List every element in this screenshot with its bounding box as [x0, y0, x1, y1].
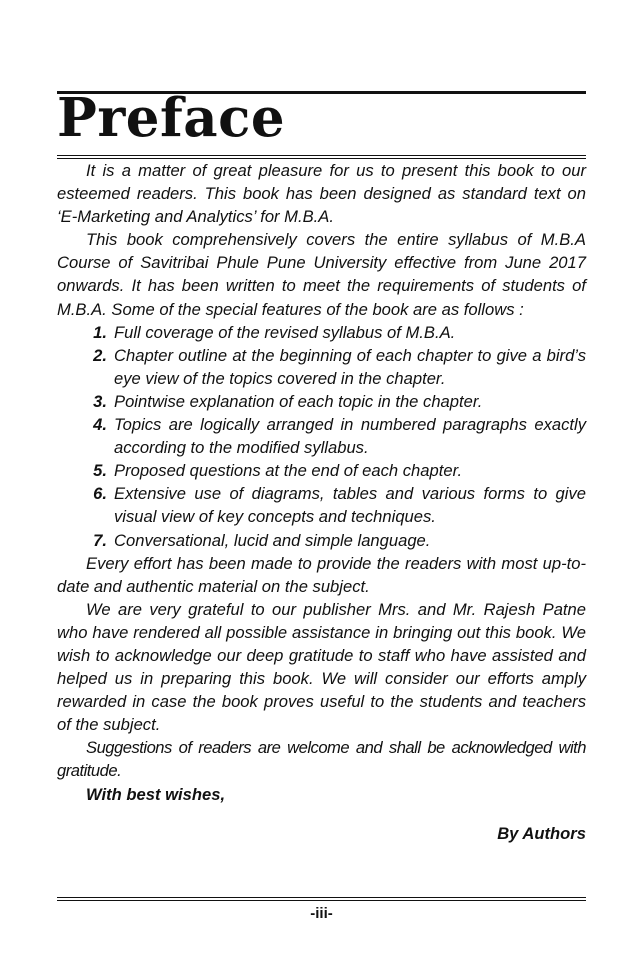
item-text: Topics are logically arranged in numbered paragraphs exactly according to the modified syllabus.	[114, 415, 586, 458]
intro-paragraph: It is a matter of great pleasure for us to present this book to our esteemed readers. This book has been designed as standard text on ‘E-Marketing and Analytics’ for M.B.A.	[57, 161, 586, 227]
list-item	[57, 413, 586, 459]
item-text: Full coverage of the revised syllabus of M.B.A.	[114, 322, 456, 342]
item-text: Conversational, lucid and simple language.	[114, 530, 431, 550]
preface-body	[57, 159, 586, 845]
list-item	[57, 459, 586, 482]
closing-paragraph: Every effort has been made to provide the readers with most up-to-date and authentic material on the subject.	[57, 553, 586, 596]
item-text: Chapter outline at the beginning of each chapter to give a bird’s eye view of the topics covered in the chapter.	[114, 345, 586, 388]
list-item	[57, 321, 586, 344]
footer-double-rule	[57, 897, 586, 901]
features-list	[57, 321, 586, 552]
closing-paragraph: We are very grateful to our publisher Mrs. and Mr. Rajesh Patne who have rendered all possible assistance in bringing out this book. We wish to acknowledge our deep gratitude to staff who have assisted and helped us in preparing this book. We will consider our efforts amply rewarded in case the book proves useful to the students and teachers of the subject.	[57, 599, 586, 735]
signoff: With best wishes,	[86, 784, 226, 804]
intro-paragraph: This book comprehensively covers the entire syllabus of M.B.A Course of Savitribai Phule Pune University effective from June 2017 onwards. It has been written to meet the requirements of students of M.B.A. Some of the special features of the book are as follows :	[57, 230, 586, 319]
preface-page	[57, 0, 586, 964]
closing-paragraph: Suggestions of readers are welcome and shall be acknowledged with gratitude.	[57, 738, 586, 781]
list-item	[57, 344, 586, 390]
list-item	[57, 390, 586, 413]
authors-signature: By Authors	[497, 823, 586, 843]
page-number: -iii-	[310, 905, 333, 922]
item-text: Pointwise explanation of each topic in the chapter.	[114, 391, 483, 411]
item-number: 7.	[93, 530, 107, 550]
page-title: Preface	[57, 87, 286, 149]
item-text: Extensive use of diagrams, tables and various forms to give visual view of key concepts and techniques.	[114, 484, 586, 527]
item-number: 6.	[93, 484, 107, 504]
list-item	[57, 529, 586, 552]
item-number: 3.	[93, 391, 107, 411]
item-text: Proposed questions at the end of each chapter.	[114, 461, 463, 481]
item-number: 2.	[93, 345, 107, 365]
item-number: 5.	[93, 461, 107, 481]
list-item	[57, 482, 586, 528]
item-number: 1.	[93, 322, 107, 342]
item-number: 4.	[93, 415, 107, 435]
